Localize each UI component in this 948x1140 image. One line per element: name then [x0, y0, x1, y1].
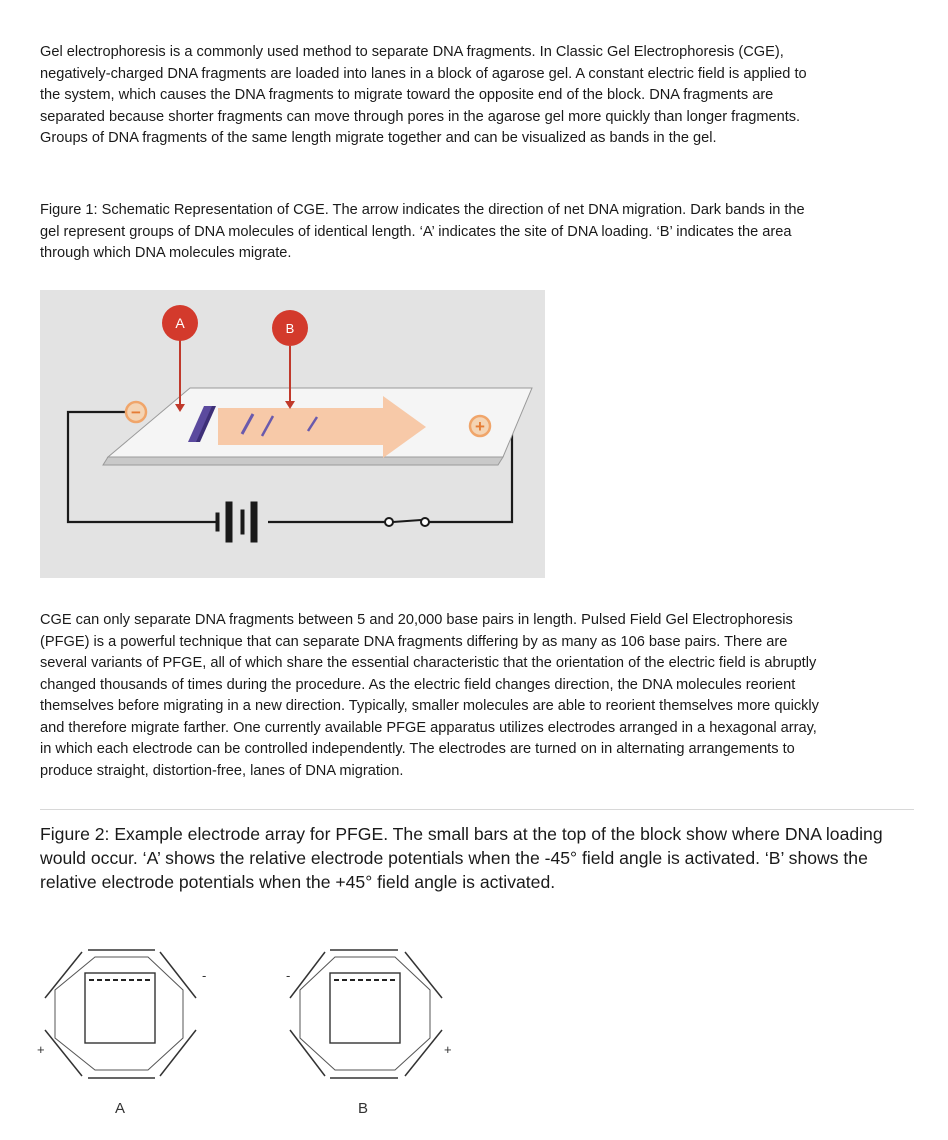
- diagram-a-label: A: [114, 1100, 126, 1117]
- diagram-a-plus: +: [37, 1042, 45, 1057]
- electrode-bottom-right: [160, 1030, 196, 1076]
- diagram-a-minus: -: [202, 968, 207, 983]
- negative-terminal-icon: [126, 402, 146, 422]
- electrode-top-left: [45, 952, 82, 998]
- figure1-caption: Figure 1: Schematic Representation of CGE. The arrow indicates the direction of net DNA migration. Dark bands in the gel represent groups of DNA molecules of identical length. ‘A’ indicates the site of DNA loading. ‘B’ indicates the area through which DNA molecules migrate.: [40, 202, 805, 261]
- section-divider: [40, 809, 914, 810]
- electrode-bottom-left: [45, 1030, 82, 1076]
- figure2-caption: Figure 2: Example electrode array for PFGE. The small bars at the top of the block show where DNA loading would occur. ‘A’ shows the relative electrode potentials when the -45° field angle is activated. ‘B’ shows the relative electrode potentials when the +45° field angle is activated.: [40, 824, 883, 892]
- electrode-top-left: [290, 952, 325, 998]
- positive-terminal-sign: +: [475, 417, 485, 436]
- pfge-paragraph: CGE can only separate DNA fragments between 5 and 20,000 base pairs in length. Pulsed Field Gel Electrophoresis (PFGE) is a powerful technique that can separate DNA fragments differing by as many as 106 base pairs. There are several variants of PFGE, all of which share the essential characteristic that the orientation of the electric field is abruptly changed thousands of times during the procedure. As the electric field changes direction, the DNA molecules reorient themselves before migrating in a new direction. Typically, smaller molecules are able to reorient themselves more quickly and therefore migrate farther. One currently available PFGE apparatus utilizes electrodes arranged in a hexagonal array, in which each electrode can be controlled independently. The electrodes are turned on in alternating arrangements to produce straight, distortion-free, lanes of DNA migration.: [40, 612, 819, 779]
- negative-terminal-sign: −: [131, 403, 141, 422]
- figure1-cge-schematic: [40, 290, 545, 578]
- electrode-array-a: [45, 950, 196, 1078]
- gel-block: [85, 973, 155, 1043]
- diagram-b-label: B: [357, 1100, 369, 1117]
- intro-paragraph: Gel electrophoresis is a commonly used method to separate DNA fragments. In Classic Gel Electrophoresis (CGE), negatively-charged DNA fragments are loaded into lanes in a block of agarose gel. A constant electric field is applied to the system, which causes the DNA fragments to migrate toward the opposite end of the block. DNA fragments are separated because shorter fragments can move through pores in the agarose gel more quickly than longer fragments. Groups of DNA fragments of the same length migrate together and can be visualized as bands in the gel.: [40, 44, 807, 146]
- figure2-electrode-arrays: [0, 930, 520, 1130]
- diagram-b-minus: -: [286, 968, 291, 983]
- electrode-bottom-right: [405, 1030, 442, 1076]
- positive-terminal-icon: [470, 416, 490, 436]
- marker-b-label: B: [285, 321, 295, 336]
- electrode-top-right: [160, 952, 196, 998]
- electrode-array-b: [290, 950, 442, 1078]
- gel-block: [330, 973, 400, 1043]
- electrode-top-right: [405, 952, 442, 998]
- marker-a-label: A: [175, 315, 185, 331]
- electrode-bottom-left: [290, 1030, 325, 1076]
- diagram-b-plus: +: [444, 1042, 452, 1057]
